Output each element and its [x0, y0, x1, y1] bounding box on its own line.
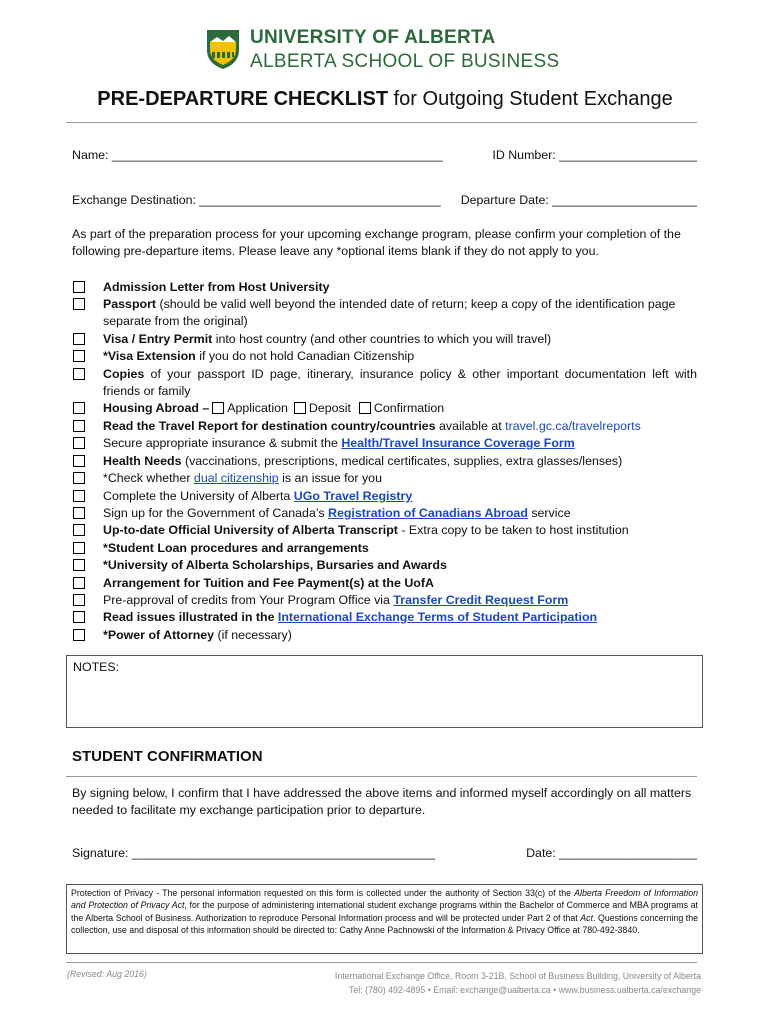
item-passport — [103, 296, 697, 331]
item-housing — [103, 400, 697, 417]
confirmation-text: By signing below, I confirm that I have addressed the above items and informed myself accordingly on all matters needed to facilitate my exchange participation prior to departure. — [72, 786, 692, 817]
item-ugo-registry — [103, 488, 697, 505]
school-name: ALBERTA SCHOOL OF BUSINESS — [250, 51, 560, 72]
checkbox-insurance[interactable] — [73, 437, 85, 449]
privacy-act-short: Act — [580, 912, 594, 923]
title-divider — [66, 122, 697, 123]
item-text: available at — [435, 419, 506, 433]
item-label: Read the Travel Report for destination country/countries — [103, 419, 436, 433]
item-label: Health Needs — [103, 454, 182, 468]
university-crest-icon — [205, 28, 241, 70]
item-registration-abroad — [103, 505, 697, 522]
item-text-2: is an issue for you — [278, 471, 382, 485]
checkbox-passport[interactable] — [73, 298, 85, 310]
item-tuition — [103, 575, 697, 592]
confirmation-heading: STUDENT CONFIRMATION — [72, 748, 263, 765]
item-dual-citizenship — [103, 470, 697, 487]
page-title — [0, 88, 770, 111]
item-text: Secure appropriate insurance & submit the — [103, 436, 342, 450]
revised-date: (Revised: Aug 2016) — [67, 969, 147, 979]
privacy-text-3: . Questions concerning the collection, use and disposal of this information should be directed to: Cathy Anne Pachnowski of the Information & Privacy Office at 780-492-3840. — [71, 912, 698, 936]
dual-citizenship-link[interactable]: dual citizenship — [193, 471, 279, 485]
item-power-of-attorney — [103, 627, 697, 644]
privacy-act-name: Alberta Freedom of Information and Protection of Privacy Act — [71, 888, 698, 911]
notes-label: NOTES: — [73, 660, 120, 674]
privacy-text-2: , for the purpose of administering international student exchange programs within the Bachelor of Commerce and MBA programs at the Alberta School of Business. Authorization to reproduce Personal Information process and will be protected under Part 2 of that — [71, 900, 698, 923]
item-text: Complete the University of Alberta — [103, 489, 294, 503]
item-text: (should be valid well beyond the intended date of return; keep a copy of the identification page separate from the original) — [103, 297, 676, 329]
item-text: (vaccinations, prescriptions, medical certificates, supplies, extra glasses/lenses) — [181, 454, 623, 468]
travel-reports-link[interactable]: travel.gc.ca/travelreports — [505, 419, 641, 433]
exchange-destination-field[interactable]: Exchange Destination: ___________________________________ — [72, 193, 441, 207]
housing-confirmation-checkbox[interactable] — [359, 402, 371, 414]
item-label: *Power of Attorney — [103, 628, 215, 642]
checkbox-transcript[interactable] — [73, 524, 85, 536]
item-text: *Check whether — [103, 471, 194, 485]
item-label: Read issues illustrated in the — [103, 610, 278, 624]
checkbox-dual-citizenship[interactable] — [73, 472, 85, 484]
checkbox-student-loan[interactable] — [73, 542, 85, 554]
item-text: if you do not hold Canadian Citizenship — [195, 349, 415, 363]
housing-application-label: Application — [227, 401, 288, 415]
checkbox-tuition[interactable] — [73, 577, 85, 589]
office-address: International Exchange Office, Room 3-21B, School of Business Building, University of Alberta — [334, 971, 701, 981]
item-transcript — [103, 522, 697, 539]
item-insurance — [103, 435, 697, 452]
footer-contact — [335, 969, 701, 997]
item-label: *Visa Extension — [103, 349, 196, 363]
item-text: Sign up for the Government of Canada’s — [103, 506, 329, 520]
ugo-registry-link[interactable]: UGo Travel Registry — [293, 489, 413, 503]
item-text: (if necessary) — [214, 628, 292, 642]
housing-deposit-label: Deposit — [308, 401, 351, 415]
title-bold: PRE-DEPARTURE CHECKLIST — [97, 88, 389, 110]
item-label: *University of Alberta Scholarships, Bursaries and Awards — [103, 558, 447, 572]
university-name: UNIVERSITY OF ALBERTA — [250, 27, 496, 48]
checkbox-ugo-registry[interactable] — [73, 490, 85, 502]
item-label: Copies — [103, 367, 145, 381]
intro-paragraph: As part of the preparation process for your upcoming exchange program, please confirm your completion of the following pre-departure items. Please leave any *optional items blank if they do not apply to you. — [72, 227, 681, 258]
item-copies — [103, 366, 697, 401]
item-text: of your passport ID page, itinerary, insurance policy & other important documentation left with friends or family — [103, 367, 697, 399]
item-scholarships — [103, 557, 697, 574]
checkbox-copies[interactable] — [73, 368, 85, 380]
item-travel-report — [103, 418, 697, 435]
item-terms — [103, 609, 697, 626]
confirmation-divider — [66, 776, 697, 777]
item-visa-extension — [103, 348, 697, 365]
item-text-2: service — [527, 506, 571, 520]
title-rest: for Outgoing Student Exchange — [388, 88, 673, 110]
item-label: Admission Letter from Host University — [103, 280, 330, 294]
item-label: *Student Loan procedures and arrangements — [103, 541, 369, 555]
checkbox-health-needs[interactable] — [73, 455, 85, 467]
departure-date-field[interactable]: Departure Date: _____________________ — [460, 193, 697, 207]
checkbox-credit-preapproval[interactable] — [73, 594, 85, 606]
checkbox-scholarships[interactable] — [73, 559, 85, 571]
privacy-notice — [66, 884, 703, 954]
privacy-text-1: Protection of Privacy - The personal information requested on this form is collected under the authority of Section 33(c) of the — [71, 888, 575, 898]
item-label: Housing Abroad – — [103, 401, 210, 415]
checkbox-visa[interactable] — [73, 333, 85, 345]
item-label: Passport — [103, 297, 157, 311]
footer-divider — [66, 962, 697, 963]
item-credit-preapproval — [103, 592, 697, 609]
checkbox-travel-report[interactable] — [73, 420, 85, 432]
checkbox-admission-letter[interactable] — [73, 281, 85, 293]
housing-application-checkbox[interactable] — [212, 402, 224, 414]
item-admission-letter — [103, 279, 697, 296]
item-text: - Extra copy to be taken to host institution — [397, 523, 629, 537]
id-number-field[interactable]: ID Number: ____________________ — [492, 148, 697, 162]
date-field[interactable]: Date: ____________________ — [526, 846, 697, 860]
terms-link[interactable]: International Exchange Terms of Student Participation — [277, 610, 598, 624]
item-label: Up-to-date Official University of Alberta Transcript — [103, 523, 398, 537]
item-label: Visa / Entry Permit — [103, 332, 213, 346]
housing-confirmation-label: Confirmation — [373, 401, 445, 415]
registration-abroad-link[interactable]: Registration of Canadians Abroad — [328, 506, 528, 520]
notes-box[interactable] — [66, 655, 703, 728]
checkbox-registration-abroad[interactable] — [73, 507, 85, 519]
checkbox-housing[interactable] — [73, 402, 85, 414]
checkbox-visa-extension[interactable] — [73, 350, 85, 362]
item-text: Pre-approval of credits from Your Program Office via — [103, 593, 394, 607]
checkbox-power-of-attorney[interactable] — [73, 629, 85, 641]
checkbox-terms[interactable] — [73, 611, 85, 623]
name-field[interactable]: Name: ________________________________________________ — [72, 148, 443, 162]
item-student-loan — [103, 540, 697, 557]
item-text: into host country (and other countries to which you will travel) — [212, 332, 552, 346]
insurance-form-link[interactable]: Health/Travel Insurance Coverage Form — [341, 436, 575, 450]
signature-field[interactable]: Signature: ____________________________________________ — [72, 846, 436, 860]
item-visa — [103, 331, 697, 348]
item-label: Arrangement for Tuition and Fee Payment(s) at the UofA — [103, 576, 434, 590]
contact-info: Tel: (780) 492-4895 • Email: exchange@ualberta.ca • www.business.ualberta.ca/exchange — [348, 985, 701, 995]
housing-deposit-checkbox[interactable] — [294, 402, 306, 414]
item-health-needs — [103, 453, 697, 470]
transfer-credit-link[interactable]: Transfer Credit Request Form — [393, 593, 569, 607]
